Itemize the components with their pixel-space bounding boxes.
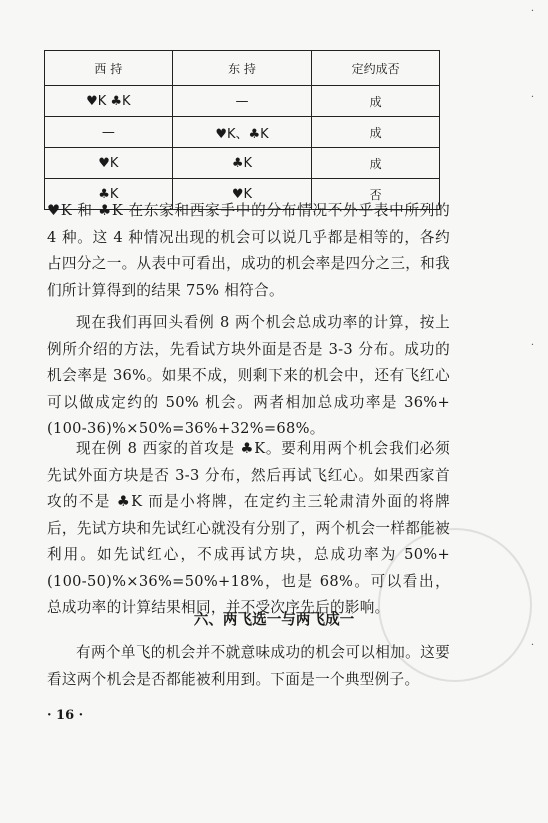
margin-mark: · (530, 92, 534, 103)
cell-west: ♣K (45, 179, 173, 210)
cell-west: — (45, 117, 173, 148)
paragraph: 有两个单飞的机会并不就意味成功的机会可以相加。这要看这两个机会是否都能被利用到。下面是一个典型例子。 (47, 644, 450, 688)
cell-result: 成 (312, 117, 440, 148)
cell-east: ♥K、♣K (172, 117, 312, 148)
page-number: · 16 · (47, 708, 84, 723)
cell-east: — (172, 86, 312, 117)
header-west: 西 持 (45, 51, 173, 86)
header-result: 定约成否 (312, 51, 440, 86)
header-east: 东 持 (172, 51, 312, 86)
cell-result: 成 (312, 148, 440, 179)
paragraph: 现在我们再回头看例 8 两个机会总成功率的计算，按上例所介绍的方法，先看试方块外面是否是 3-3 分布。成功的机会率是 36%。如果不成，则剩下来的机会中，还有飞红心可以做成定约的 50% 机会。两者相加总成功率是 36%+(100-36)%×50%=36%+32%=68%。 (47, 314, 450, 437)
table-row (45, 148, 440, 179)
table-row (45, 86, 440, 117)
paragraph: 现在例 8 西家的首攻是 ♣K。要利用两个机会我们必须先试外面方块是否 3-3 分布，然后再试飞红心。如果西家首攻的不是 ♣K 而是小将牌，在定约主三轮肃清外面的将牌后，先试方块和先试红心就没有分别了，两个机会一样都能被利用。如先试红心，不成再试方块，总成功率为 50%+(100-50)%×36%=50%+18%，也是 68%。可以看出，总成功率的计算结果相同，并不受次序先后的影响。 (47, 440, 450, 616)
margin-mark: · (530, 340, 534, 351)
paragraph: ♥K 和 ♣K 在东家和西家手中的分布情况不外乎表中所列的 4 种。这 4 种情况出现的机会可以说几乎都是相等的，各约占四分之一。从表中可看出，成功的机会率是四分之三，和我们所计算得到的结果 75% 相符合。 (47, 202, 450, 299)
section-heading: 六、两飞选一与两飞成一 (193, 611, 355, 628)
cell-west: ♥K ♣K (45, 86, 173, 117)
cell-east: ♣K (172, 148, 312, 179)
cell-east: ♥K (172, 179, 312, 210)
margin-mark: · (530, 640, 534, 651)
cell-result: 成 (312, 86, 440, 117)
distribution-table (44, 50, 440, 210)
watermark-stamp (378, 528, 532, 682)
margin-mark: · (530, 6, 534, 17)
table-row (45, 117, 440, 148)
cell-result: 否 (312, 179, 440, 210)
cell-west: ♥K (45, 148, 173, 179)
table-header-row (45, 51, 440, 86)
